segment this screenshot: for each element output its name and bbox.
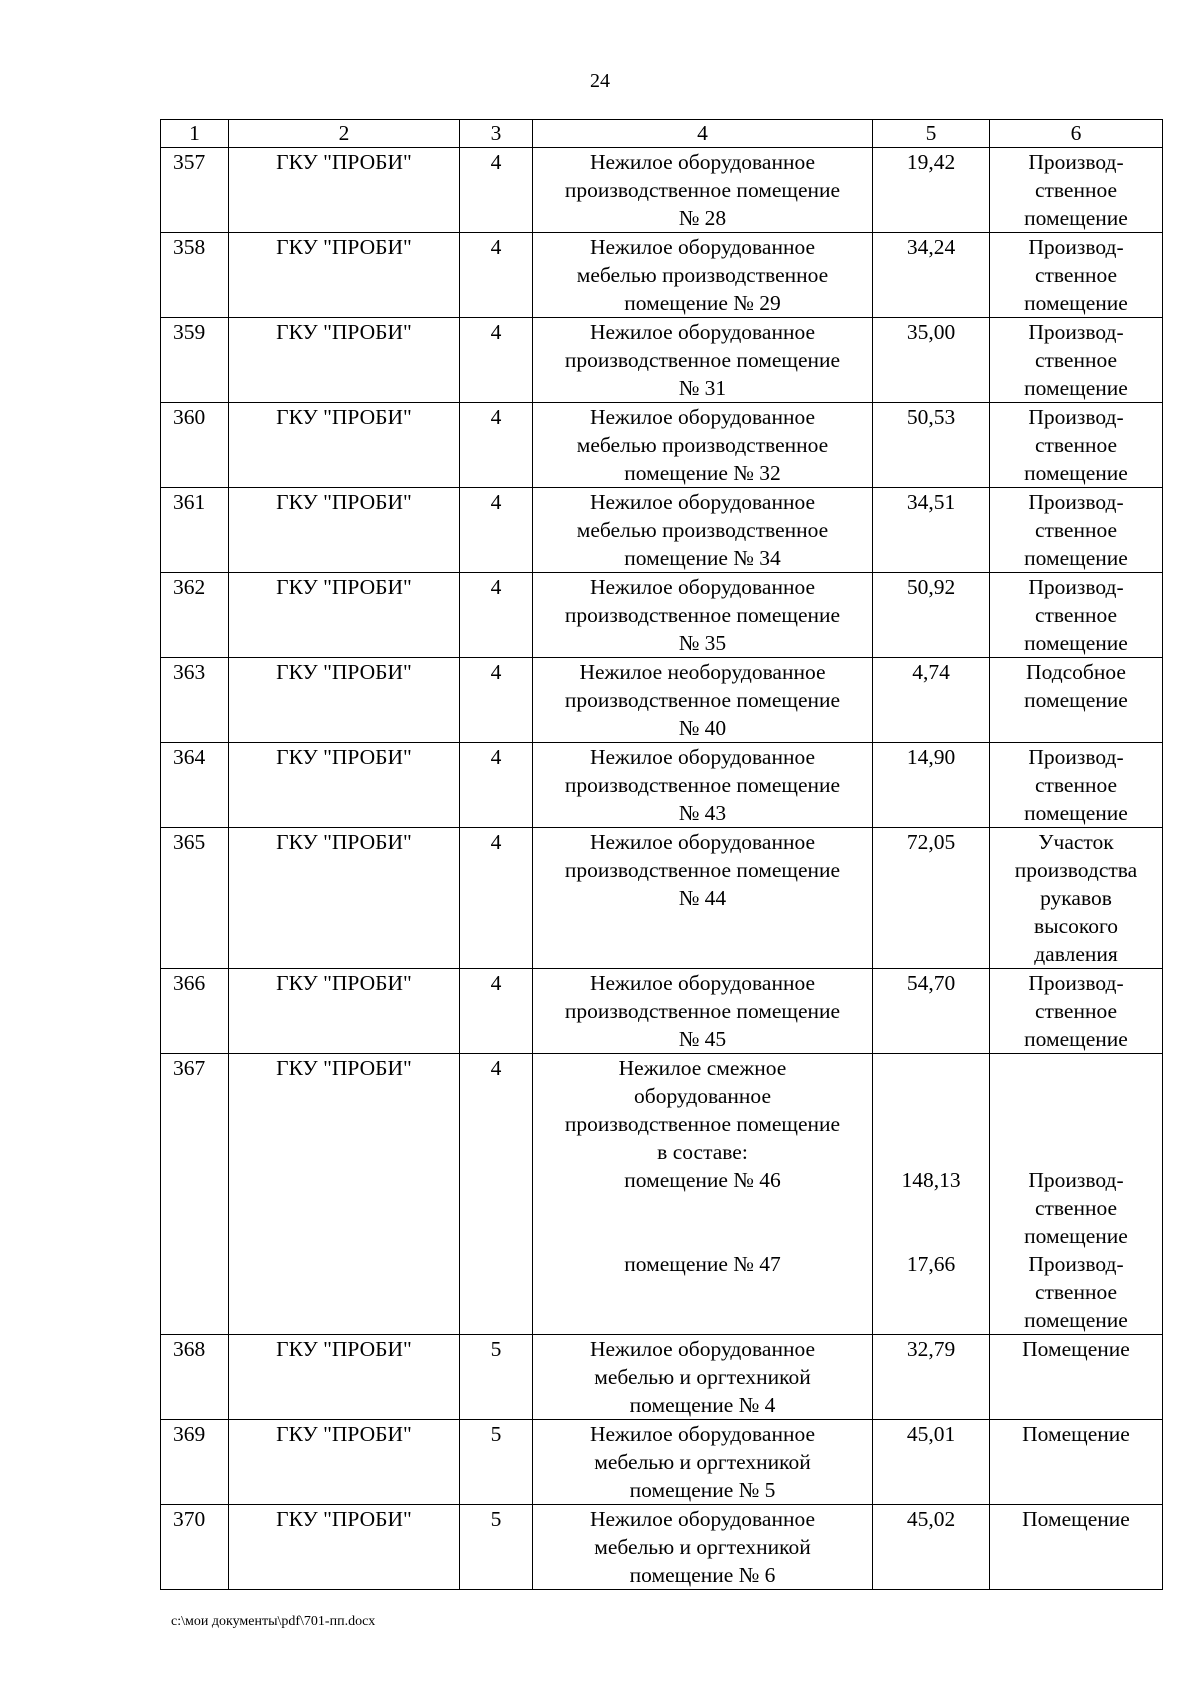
cell-line: в составе: <box>657 1140 748 1164</box>
organization-cell: ГКУ "ПРОБИ" <box>229 828 460 969</box>
cell-line: помещение <box>1024 801 1128 825</box>
cell-line: Производ- <box>1028 1168 1124 1192</box>
cell-line: Нежилое оборудованное <box>589 575 816 599</box>
organization-cell: ГКУ "ПРОБИ" <box>229 743 460 828</box>
organization-cell: ГКУ "ПРОБИ" <box>229 969 460 1054</box>
table-row <box>161 969 1163 1054</box>
header-cell: 1 <box>161 120 229 148</box>
row-number-cell: 363 <box>161 658 229 743</box>
cell-line: высокого <box>1033 914 1119 938</box>
sub-area-line: 148,13 <box>901 1168 961 1192</box>
cell-line: помещение <box>1024 291 1128 315</box>
cell-line: Нежилое оборудованное <box>589 1507 816 1531</box>
cell-line: ственное <box>1034 518 1118 542</box>
table-row <box>161 1420 1163 1505</box>
row-number-cell: 362 <box>161 573 229 658</box>
floor-cell: 4 <box>460 743 533 828</box>
area-cell: 14,90 <box>873 743 990 828</box>
row-number-cell: 364 <box>161 743 229 828</box>
cell-line: производственное помещение <box>564 999 841 1023</box>
file-path-footer: c:\мои документы\pdf\701-пп.docx <box>171 1614 376 1629</box>
cell-line: ственное <box>1034 1280 1118 1304</box>
area-cell: 34,24 <box>873 233 990 318</box>
cell-line: ственное <box>1034 1196 1118 1220</box>
floor-cell: 4 <box>460 233 533 318</box>
floor-cell: 4 <box>460 148 533 233</box>
purpose-cell <box>990 233 1163 318</box>
cell-line: Производ- <box>1028 971 1124 995</box>
row-number-cell: 367 <box>161 1054 229 1335</box>
row-number-cell: 361 <box>161 488 229 573</box>
cell-line: Помещение <box>1022 1337 1130 1361</box>
cell-line: Нежилое оборудованное <box>589 1422 816 1446</box>
cell-line: производственное помещение <box>564 1112 841 1136</box>
cell-line: ственное <box>1034 603 1118 627</box>
cell-line: № 40 <box>678 716 727 740</box>
spacer <box>873 1110 989 1138</box>
cell-line: № 45 <box>678 1027 727 1051</box>
table-row <box>161 148 1163 233</box>
row-number-cell: 358 <box>161 233 229 318</box>
table-row <box>161 318 1163 403</box>
cell-line: № 28 <box>678 206 727 230</box>
cell-line: мебелью и оргтехникой <box>594 1450 811 1474</box>
cell-line: Нежилое оборудованное <box>589 1337 816 1361</box>
cell-line: Нежилое оборудованное <box>589 320 816 344</box>
area-cell: 45,02 <box>873 1505 990 1590</box>
spacer <box>873 1082 989 1110</box>
cell-line: ственное <box>1034 999 1118 1023</box>
purpose-cell <box>990 658 1163 743</box>
description-cell <box>533 658 873 743</box>
spacer <box>873 1306 989 1334</box>
purpose-cell <box>990 1054 1163 1335</box>
spacer <box>990 1054 1162 1082</box>
organization-cell: ГКУ "ПРОБИ" <box>229 1335 460 1420</box>
row-number-cell: 369 <box>161 1420 229 1505</box>
cell-line: Помещение <box>1022 1507 1130 1531</box>
table-row <box>161 403 1163 488</box>
cell-line: мебелью производственное <box>576 518 829 542</box>
cell-line: производства <box>1014 858 1138 882</box>
cell-line: производственное помещение <box>564 348 841 372</box>
organization-cell: ГКУ "ПРОБИ" <box>229 1505 460 1590</box>
cell-line: помещение <box>1024 1224 1128 1248</box>
spacer <box>990 1082 1162 1110</box>
organization-cell: ГКУ "ПРОБИ" <box>229 1420 460 1505</box>
row-number-cell: 360 <box>161 403 229 488</box>
floor-cell: 4 <box>460 403 533 488</box>
description-cell <box>533 1335 873 1420</box>
cell-line: Производ- <box>1028 1252 1124 1276</box>
cell-line: № 35 <box>678 631 727 655</box>
cell-line: помещение <box>1024 546 1128 570</box>
cell-line: помещение <box>1024 631 1128 655</box>
spacer <box>873 1138 989 1166</box>
header-cell: 4 <box>533 120 873 148</box>
cell-line: Нежилое оборудованное <box>589 971 816 995</box>
purpose-cell <box>990 1420 1163 1505</box>
cell-line: Помещение <box>1022 1422 1130 1446</box>
cell-line: помещение № 29 <box>624 291 781 315</box>
row-number-cell: 366 <box>161 969 229 1054</box>
spacer <box>873 1222 989 1250</box>
description-cell <box>533 148 873 233</box>
spacer <box>533 1306 872 1334</box>
cell-line: мебелью и оргтехникой <box>594 1365 811 1389</box>
cell-line: Производ- <box>1028 405 1124 429</box>
floor-cell: 5 <box>460 1505 533 1590</box>
cell-line: производственное помещение <box>564 178 841 202</box>
cell-line: производственное помещение <box>564 603 841 627</box>
cell-line: мебелью и оргтехникой <box>594 1535 811 1559</box>
row-number-cell: 365 <box>161 828 229 969</box>
floor-cell: 5 <box>460 1420 533 1505</box>
cell-line: помещение <box>1024 376 1128 400</box>
cell-line: Подсобное <box>1026 660 1126 684</box>
cell-line: Нежилое оборудованное <box>589 490 816 514</box>
spacer <box>533 1194 872 1222</box>
cell-line: Нежилое оборудованное <box>589 745 816 769</box>
cell-line: помещение № 5 <box>629 1478 776 1502</box>
purpose-cell <box>990 743 1163 828</box>
cell-line: Производ- <box>1028 320 1124 344</box>
cell-line: помещение <box>1024 206 1128 230</box>
organization-cell: ГКУ "ПРОБИ" <box>229 233 460 318</box>
description-cell <box>533 573 873 658</box>
purpose-cell <box>990 969 1163 1054</box>
area-cell: 32,79 <box>873 1335 990 1420</box>
organization-cell: ГКУ "ПРОБИ" <box>229 573 460 658</box>
organization-cell: ГКУ "ПРОБИ" <box>229 403 460 488</box>
description-cell <box>533 1505 873 1590</box>
cell-line: № 44 <box>678 886 727 910</box>
organization-cell: ГКУ "ПРОБИ" <box>229 148 460 233</box>
floor-cell: 4 <box>460 1054 533 1335</box>
property-table <box>160 119 1163 1590</box>
organization-cell: ГКУ "ПРОБИ" <box>229 318 460 403</box>
cell-line: Нежилое оборудованное <box>589 150 816 174</box>
area-cell: 50,53 <box>873 403 990 488</box>
cell-line: мебелью производственное <box>576 433 829 457</box>
cell-line: ственное <box>1034 263 1118 287</box>
purpose-cell <box>990 488 1163 573</box>
cell-line: Нежилое оборудованное <box>589 830 816 854</box>
cell-line: помещение № 6 <box>629 1563 776 1587</box>
row-number-cell: 359 <box>161 318 229 403</box>
table-row <box>161 743 1163 828</box>
description-cell <box>533 488 873 573</box>
area-cell: 4,74 <box>873 658 990 743</box>
table-header-row <box>161 120 1163 148</box>
floor-cell: 4 <box>460 573 533 658</box>
area-cell: 54,70 <box>873 969 990 1054</box>
purpose-cell <box>990 1335 1163 1420</box>
floor-cell: 4 <box>460 488 533 573</box>
area-cell: 72,05 <box>873 828 990 969</box>
cell-line: производственное помещение <box>564 858 841 882</box>
cell-line: Нежилое необорудованное <box>579 660 826 684</box>
description-cell <box>533 318 873 403</box>
spacer <box>873 1194 989 1222</box>
cell-line: ственное <box>1034 348 1118 372</box>
cell-line: Производ- <box>1028 235 1124 259</box>
table-row <box>161 233 1163 318</box>
floor-cell: 4 <box>460 658 533 743</box>
cell-line: помещение <box>1024 461 1128 485</box>
sub-area-line: 17,66 <box>906 1252 956 1276</box>
sub-room-line: помещение № 46 <box>624 1168 781 1192</box>
table-row <box>161 488 1163 573</box>
spacer <box>873 1054 989 1082</box>
spacer <box>990 1110 1162 1138</box>
area-cell: 34,51 <box>873 488 990 573</box>
cell-line: ственное <box>1034 433 1118 457</box>
cell-line: помещение № 4 <box>629 1393 776 1417</box>
cell-line: Нежилое оборудованное <box>589 235 816 259</box>
row-number-cell: 368 <box>161 1335 229 1420</box>
sub-room-line: помещение № 47 <box>624 1252 781 1276</box>
description-cell <box>533 233 873 318</box>
header-cell: 2 <box>229 120 460 148</box>
cell-line: Участок <box>1038 830 1114 854</box>
spacer <box>533 1222 872 1250</box>
purpose-cell <box>990 828 1163 969</box>
cell-line: помещение <box>1024 1027 1128 1051</box>
area-cell <box>873 1054 990 1335</box>
organization-cell: ГКУ "ПРОБИ" <box>229 1054 460 1335</box>
description-cell <box>533 403 873 488</box>
cell-line: производственное помещение <box>564 688 841 712</box>
cell-line: мебелью производственное <box>576 263 829 287</box>
cell-line: давления <box>1034 942 1118 966</box>
table-row <box>161 658 1163 743</box>
cell-line: Производ- <box>1028 150 1124 174</box>
description-cell <box>533 1420 873 1505</box>
cell-line: ственное <box>1034 773 1118 797</box>
description-cell <box>533 969 873 1054</box>
cell-line: Производ- <box>1028 745 1124 769</box>
area-cell: 50,92 <box>873 573 990 658</box>
cell-line: Производ- <box>1028 575 1124 599</box>
area-cell: 45,01 <box>873 1420 990 1505</box>
cell-line: Производ- <box>1028 490 1124 514</box>
floor-cell: 4 <box>460 318 533 403</box>
floor-cell: 5 <box>460 1335 533 1420</box>
row-number-cell: 357 <box>161 148 229 233</box>
purpose-cell <box>990 318 1163 403</box>
table-row <box>161 573 1163 658</box>
purpose-cell <box>990 403 1163 488</box>
spacer <box>873 1278 989 1306</box>
header-cell: 6 <box>990 120 1163 148</box>
cell-line: помещение № 32 <box>624 461 781 485</box>
header-cell: 5 <box>873 120 990 148</box>
page-number: 24 <box>590 70 610 92</box>
table-row <box>161 1505 1163 1590</box>
spacer <box>990 1138 1162 1166</box>
cell-line: № 43 <box>678 801 727 825</box>
cell-line: производственное помещение <box>564 773 841 797</box>
row-number-cell: 370 <box>161 1505 229 1590</box>
cell-line: помещение № 34 <box>624 546 781 570</box>
cell-line: ственное <box>1034 178 1118 202</box>
purpose-cell <box>990 148 1163 233</box>
table-row <box>161 828 1163 969</box>
organization-cell: ГКУ "ПРОБИ" <box>229 488 460 573</box>
header-cell: 3 <box>460 120 533 148</box>
floor-cell: 4 <box>460 969 533 1054</box>
purpose-cell <box>990 1505 1163 1590</box>
description-cell <box>533 828 873 969</box>
cell-line: № 31 <box>678 376 727 400</box>
cell-line: рукавов <box>1040 886 1112 910</box>
area-cell: 35,00 <box>873 318 990 403</box>
cell-line: Нежилое смежное <box>618 1056 787 1080</box>
cell-line: помещение <box>1024 688 1128 712</box>
description-cell <box>533 1054 873 1335</box>
cell-line: Нежилое оборудованное <box>589 405 816 429</box>
purpose-cell <box>990 573 1163 658</box>
table-row <box>161 1054 1163 1335</box>
description-cell <box>533 743 873 828</box>
cell-line: помещение <box>1024 1308 1128 1332</box>
organization-cell: ГКУ "ПРОБИ" <box>229 658 460 743</box>
floor-cell: 4 <box>460 828 533 969</box>
cell-line: оборудованное <box>634 1084 771 1108</box>
spacer <box>533 1278 872 1306</box>
area-cell: 19,42 <box>873 148 990 233</box>
table-row <box>161 1335 1163 1420</box>
